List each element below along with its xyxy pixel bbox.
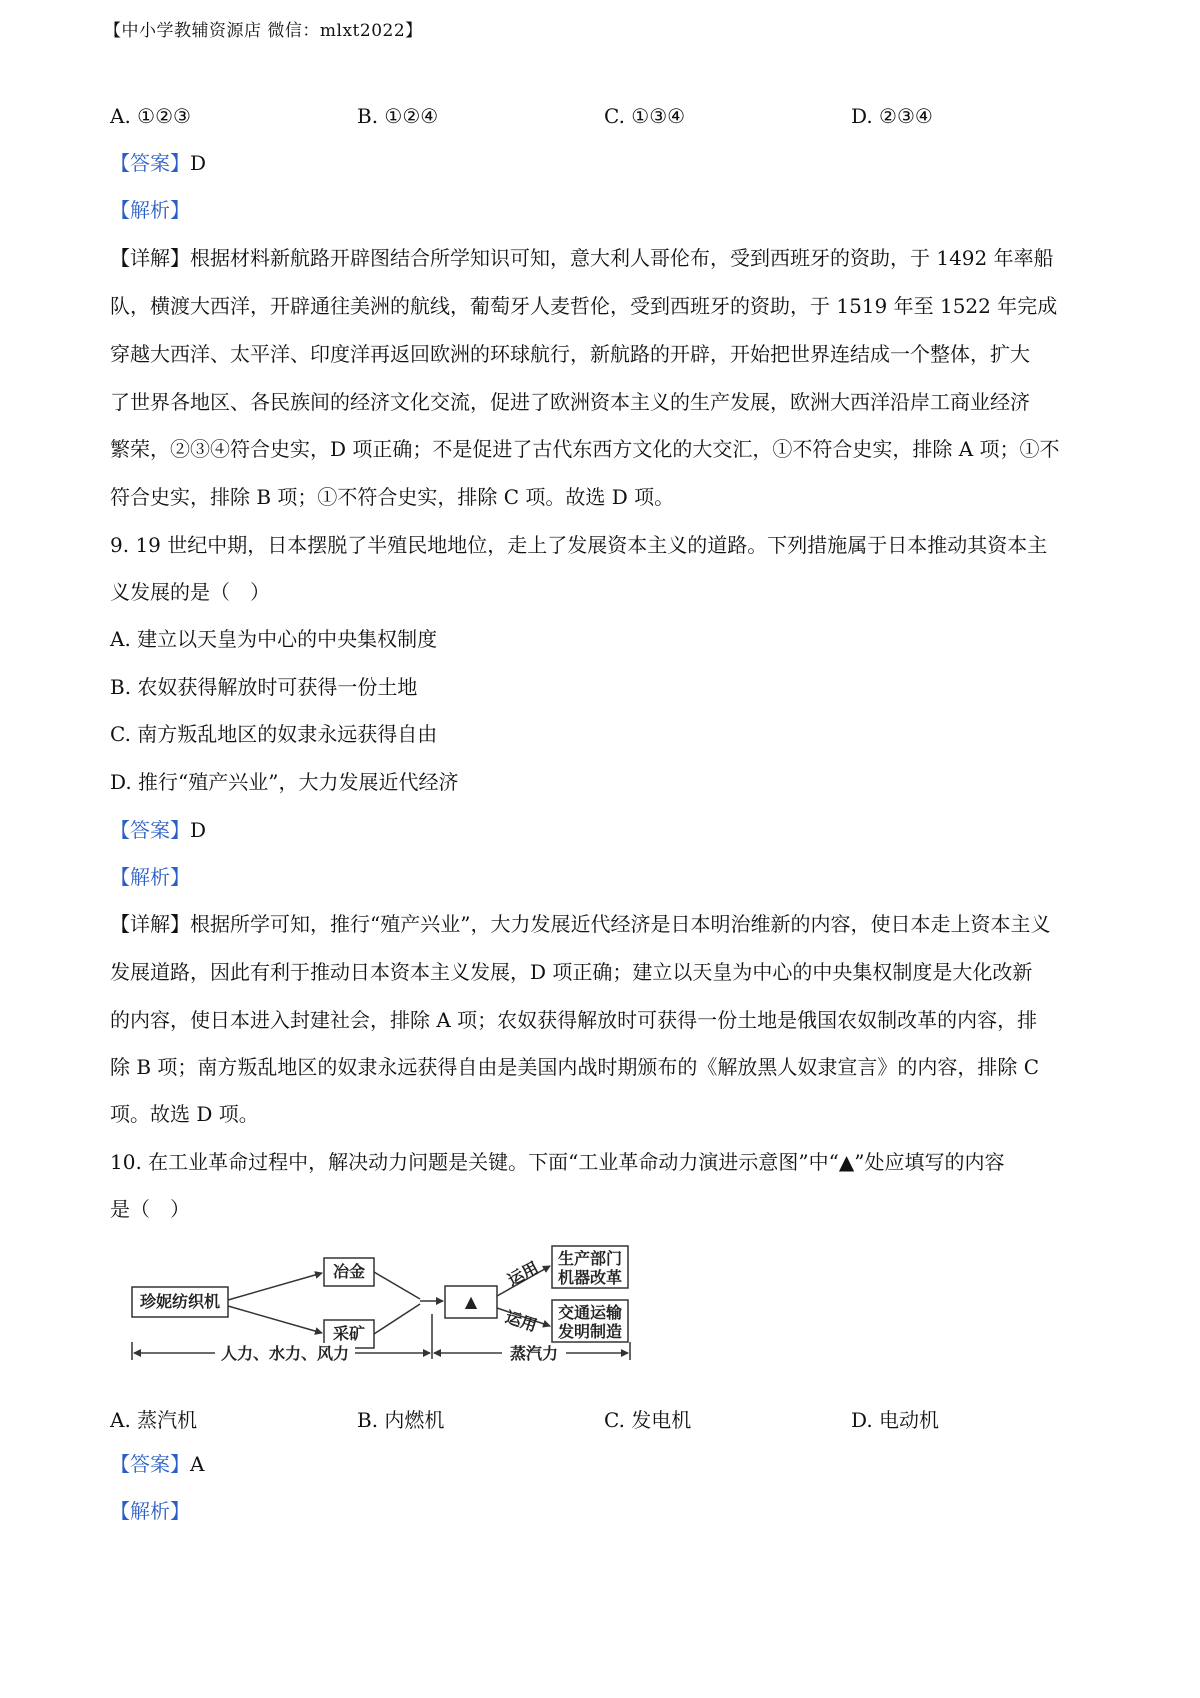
- q8-detail-line: 穿越大西洋、太平洋、印度洋再返回欧洲的环球航行，新航路的开辟，开始把世界连结成一个整体，扩大: [110, 342, 1030, 366]
- arrow-label-top: 运用: [504, 1257, 542, 1290]
- box-jenny-label: 珍妮纺织机: [139, 1292, 221, 1311]
- arrow: [228, 1306, 322, 1333]
- q9-detail-line: 除 B 项；南方叛乱地区的奴隶永远获得自由是美国内战时期颁布的《解放黑人奴隶宣言》的内容，排除 C: [110, 1055, 1040, 1079]
- analysis-label: 【解析】: [110, 1499, 190, 1523]
- q9-detail-line: 发展道路，因此有利于推动日本资本主义发展，D 项正确；建立以天皇为中心的中央集权制度是大化改新: [110, 960, 1033, 984]
- answer-label: 【答案】: [110, 151, 190, 175]
- q9-stem-line: 义发展的是（ ）: [110, 580, 270, 604]
- q8-option-d: D. ②③④: [851, 104, 933, 128]
- q9-detail-line: 项。故选 D 项。: [110, 1102, 259, 1126]
- q10-stem-line: 10. 在工业革命过程中，解决动力问题是关键。下面“工业革命动力演进示意图”中“▲”处应填写的内容: [110, 1150, 1005, 1174]
- q8-detail-line: 繁荣，②③④符合史实，D 项正确；不是促进了古代东西方文化的大交汇，①不符合史实，排除 A 项；①不: [110, 437, 1060, 461]
- answer-value: D: [190, 818, 207, 842]
- box-transport-line2: 发明制造: [557, 1322, 623, 1341]
- span-right-label: 蒸汽力: [509, 1344, 559, 1363]
- span-left-label: 人力、水力、风力: [220, 1344, 350, 1363]
- page-header: 【中小学教辅资源店 微信：mlxt2022】: [104, 21, 423, 41]
- q8-detail-line: 【详解】根据材料新航路开辟图结合所学知识可知，意大利人哥伦布，受到西班牙的资助，于 1492 年率船: [110, 246, 1054, 270]
- q9-stem-line: 9. 19 世纪中期，日本摆脱了半殖民地地位，走上了发展资本主义的道路。下列措施属于日本推动其资本主: [110, 533, 1048, 557]
- box-triangle-label: ▲: [464, 1292, 478, 1311]
- q10-stem-line: 是（ ）: [110, 1197, 190, 1221]
- box-mining-label: 采矿: [332, 1324, 366, 1343]
- q8-option-b: B. ①②④: [357, 104, 439, 128]
- box-production-line1: 生产部门: [557, 1249, 623, 1268]
- q9-option-d: D. 推行“殖产兴业”，大力发展近代经济: [110, 770, 459, 794]
- q10-answer: [110, 1452, 1100, 1476]
- q10-option-b: B. 内燃机: [357, 1408, 445, 1432]
- q8-detail-line: 队，横渡大西洋，开辟通往美洲的航线，葡萄牙人麦哲伦，受到西班牙的资助，于 1519 年至 1522 年完成: [110, 294, 1058, 318]
- q8-detail-line: 符合史实，排除 B 项；①不符合史实，排除 C 项。故选 D 项。: [110, 485, 675, 509]
- q9-option-b: B. 农奴获得解放时可获得一份土地: [110, 675, 418, 699]
- q10-option-d: D. 电动机: [851, 1408, 940, 1432]
- arrow: [374, 1272, 420, 1299]
- answer-label: 【答案】: [110, 818, 190, 842]
- box-transport-line1: 交通运输: [557, 1303, 623, 1322]
- q8-option-a: A. ①②③: [110, 104, 191, 128]
- arrow-label-bottom: 运用: [503, 1307, 540, 1336]
- q10-analysis: [110, 1499, 1100, 1523]
- box-production-line2: 机器改革: [557, 1268, 623, 1287]
- answer-value: D: [190, 151, 207, 175]
- q8-analysis: [110, 198, 1100, 222]
- q9-option-c: C. 南方叛乱地区的奴隶永远获得自由: [110, 722, 438, 746]
- industrial-power-diagram: [130, 1244, 670, 1374]
- q8-options: [110, 104, 1100, 130]
- answer-label: 【答案】: [110, 1452, 190, 1476]
- q10-option-c: C. 发电机: [604, 1408, 692, 1432]
- q8-option-c: C. ①③④: [604, 104, 686, 128]
- arrow: [374, 1304, 420, 1334]
- q9-analysis: [110, 865, 1100, 889]
- q10-option-a: A. 蒸汽机: [110, 1408, 198, 1432]
- analysis-label: 【解析】: [110, 865, 190, 889]
- answer-value: A: [190, 1452, 205, 1476]
- box-metallurgy-label: 冶金: [332, 1262, 366, 1281]
- q10-options: [110, 1404, 1100, 1430]
- q8-answer: [110, 151, 1100, 175]
- q9-option-a: A. 建立以天皇为中心的中央集权制度: [110, 627, 438, 651]
- q9-detail-line: 的内容，使日本进入封建社会，排除 A 项；农奴获得解放时可获得一份土地是俄国农奴制改革的内容，排: [110, 1008, 1038, 1032]
- analysis-label: 【解析】: [110, 198, 190, 222]
- arrow: [228, 1273, 322, 1300]
- q8-detail-line: 了世界各地区、各民族间的经济文化交流，促进了欧洲资本主义的生产发展，欧洲大西洋沿岸工商业经济: [110, 390, 1030, 414]
- q9-answer: [110, 818, 1100, 842]
- q9-detail-line: 【详解】根据所学可知，推行“殖产兴业”，大力发展近代经济是日本明治维新的内容，使日本走上资本主义: [110, 912, 1051, 936]
